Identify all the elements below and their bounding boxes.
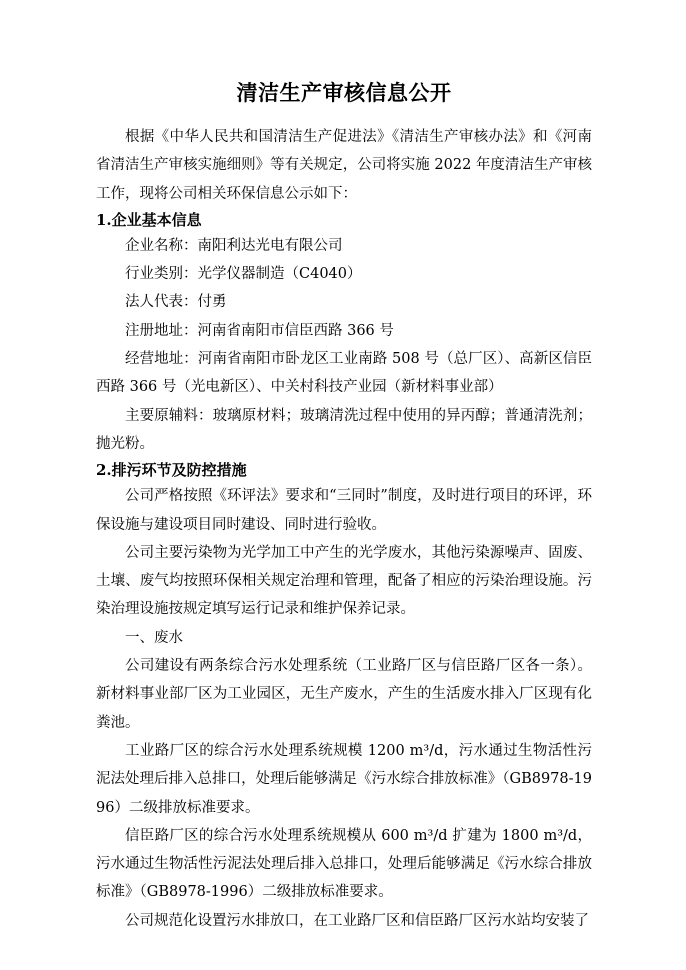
outfall-monitoring-paragraph: 公司规范化设置污水排放口，在工业路厂区和信臣路厂区污水站均安装了 [125, 912, 589, 929]
company-name-line: 企业名称：南阳利达光电有限公司 [125, 237, 343, 254]
wastewater-systems-paragraph: 公司建设有两条综合污水处理系统（工业路厂区与信臣路厂区各一条）。新材料事业部厂区为工业园区，无生产废水，产生的生活废水排入厂区现有化粪池。 [96, 658, 592, 731]
document-title: 清洁生产审核信息公开 [236, 80, 452, 105]
main-pollutants-paragraph: 公司主要污染物为光学加工中产生的光学废水，其他污染源噪声、固废、土壤、废气均按照环保相关规定治理和管理，配备了相应的污染治理设施。污染治理设施按规定填写运行记录和维护保养记录。 [96, 544, 592, 618]
intro-paragraph: 根据《中华人民共和国清洁生产促进法》《清洁生产审核办法》和《河南省清洁生产审核实施细则》等有关规定，公司将实施 2022 年度清洁生产审核工作，现将公司相关环保信息公示如下： [96, 129, 592, 202]
legal-representative-line: 法人代表：付勇 [125, 294, 227, 311]
industry-category-line: 行业类别：光学仪器制造（C4040） [125, 266, 362, 283]
wastewater-subheading: 一、废水 [125, 629, 183, 646]
xinchen-road-plant-paragraph: 信臣路厂区的综合污水处理系统规模从 600 m³/d 扩建为 1800 m³/d，污水通过生物活性污泥法处理后排入总排口，处理后能够满足《污水综合排放标准》（GB8978-1996）二级排放标准要求。 [96, 827, 592, 901]
section-heading-basic-info: 1.企业基本信息 [96, 210, 202, 229]
section-heading-pollution-control: 2.排污环节及防控措施 [96, 461, 247, 480]
registered-address-line: 注册地址：河南省南阳市信臣西路 366 号 [125, 322, 394, 339]
eia-compliance-paragraph: 公司严格按照《环评法》要求和“三同时”制度，及时进行项目的环评，环保设施与建设项目同时建设、同时进行验收。 [96, 488, 592, 533]
raw-materials-line: 主要原辅料：玻璃原材料；玻璃清洗过程中使用的异丙醇；普通清洗剂；抛光粉。 [96, 407, 592, 452]
industrial-road-plant-paragraph: 工业路厂区的综合污水处理系统规模 1200 m³/d，污水通过生物活性污泥法处理后排入总排口，处理后能够满足《污水综合排放标准》（GB8978-1996）二级排放标准要求。 [96, 742, 592, 816]
business-address-line: 经营地址：河南省南阳市卧龙区工业南路 508 号（总厂区）、高新区信臣西路 366 号（光电新区）、中关村科技产业园（新材料事业部） [96, 351, 592, 396]
